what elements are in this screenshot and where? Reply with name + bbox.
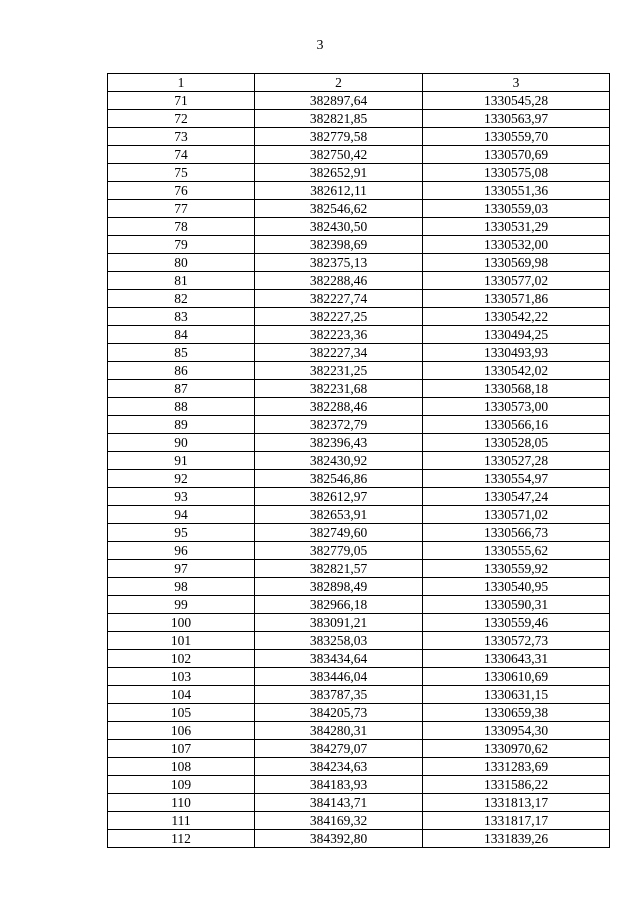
cell-point: 99 xyxy=(108,596,255,614)
table-row xyxy=(108,794,610,812)
cell-point: 96 xyxy=(108,542,255,560)
cell-x: 382898,49 xyxy=(255,578,423,596)
cell-point: 78 xyxy=(108,218,255,236)
column-header-point: 1 xyxy=(108,74,255,92)
cell-point: 84 xyxy=(108,326,255,344)
cell-y: 1331839,26 xyxy=(423,830,610,848)
cell-x: 382372,79 xyxy=(255,416,423,434)
cell-x: 384279,07 xyxy=(255,740,423,758)
cell-point: 108 xyxy=(108,758,255,776)
cell-x: 382779,05 xyxy=(255,542,423,560)
cell-x: 382375,13 xyxy=(255,254,423,272)
page-number: 3 xyxy=(316,38,324,53)
cell-point: 86 xyxy=(108,362,255,380)
cell-x: 382779,58 xyxy=(255,128,423,146)
cell-y: 1330527,28 xyxy=(423,452,610,470)
cell-y: 1330555,62 xyxy=(423,542,610,560)
cell-y: 1330954,30 xyxy=(423,722,610,740)
cell-point: 95 xyxy=(108,524,255,542)
cell-x: 383258,03 xyxy=(255,632,423,650)
cell-x: 382227,74 xyxy=(255,290,423,308)
cell-x: 382396,43 xyxy=(255,434,423,452)
cell-x: 382612,97 xyxy=(255,488,423,506)
table-row xyxy=(108,758,610,776)
cell-x: 382231,25 xyxy=(255,362,423,380)
column-header-x: 2 xyxy=(255,74,423,92)
cell-point: 79 xyxy=(108,236,255,254)
cell-x: 384392,80 xyxy=(255,830,423,848)
cell-point: 71 xyxy=(108,92,255,110)
cell-x: 383434,64 xyxy=(255,650,423,668)
cell-x: 382897,64 xyxy=(255,92,423,110)
cell-point: 98 xyxy=(108,578,255,596)
table-row xyxy=(108,218,610,236)
table-row xyxy=(108,164,610,182)
coordinates-table xyxy=(107,73,610,848)
cell-x: 382966,18 xyxy=(255,596,423,614)
cell-point: 85 xyxy=(108,344,255,362)
cell-point: 75 xyxy=(108,164,255,182)
cell-x: 384205,73 xyxy=(255,704,423,722)
cell-point: 104 xyxy=(108,686,255,704)
cell-point: 89 xyxy=(108,416,255,434)
cell-y: 1330643,31 xyxy=(423,650,610,668)
table-header-row xyxy=(108,74,610,92)
cell-y: 1330528,05 xyxy=(423,434,610,452)
table-row xyxy=(108,722,610,740)
cell-y: 1330566,73 xyxy=(423,524,610,542)
cell-point: 76 xyxy=(108,182,255,200)
cell-point: 80 xyxy=(108,254,255,272)
cell-y: 1330540,95 xyxy=(423,578,610,596)
table-row xyxy=(108,740,610,758)
cell-y: 1330573,00 xyxy=(423,398,610,416)
cell-x: 384169,32 xyxy=(255,812,423,830)
cell-y: 1330559,92 xyxy=(423,560,610,578)
table-row xyxy=(108,128,610,146)
cell-x: 382546,62 xyxy=(255,200,423,218)
cell-y: 1330547,24 xyxy=(423,488,610,506)
table-row xyxy=(108,254,610,272)
table-row xyxy=(108,650,610,668)
cell-y: 1330970,62 xyxy=(423,740,610,758)
table-row xyxy=(108,434,610,452)
cell-point: 111 xyxy=(108,812,255,830)
table-row xyxy=(108,236,610,254)
cell-y: 1330493,93 xyxy=(423,344,610,362)
cell-x: 382430,50 xyxy=(255,218,423,236)
cell-y: 1330566,16 xyxy=(423,416,610,434)
cell-x: 382653,91 xyxy=(255,506,423,524)
cell-point: 103 xyxy=(108,668,255,686)
table-row xyxy=(108,812,610,830)
cell-y: 1330572,73 xyxy=(423,632,610,650)
table-row xyxy=(108,200,610,218)
cell-x: 382288,46 xyxy=(255,272,423,290)
table-row xyxy=(108,614,610,632)
cell-point: 109 xyxy=(108,776,255,794)
cell-y: 1330571,86 xyxy=(423,290,610,308)
table-row xyxy=(108,290,610,308)
cell-x: 382821,57 xyxy=(255,560,423,578)
table-row xyxy=(108,398,610,416)
table-row xyxy=(108,344,610,362)
cell-point: 83 xyxy=(108,308,255,326)
cell-point: 94 xyxy=(108,506,255,524)
cell-x: 384143,71 xyxy=(255,794,423,812)
cell-x: 382231,68 xyxy=(255,380,423,398)
cell-x: 382612,11 xyxy=(255,182,423,200)
cell-x: 382227,25 xyxy=(255,308,423,326)
cell-x: 382288,46 xyxy=(255,398,423,416)
table-row xyxy=(108,380,610,398)
table-row xyxy=(108,470,610,488)
column-header-y: 3 xyxy=(423,74,610,92)
cell-point: 107 xyxy=(108,740,255,758)
cell-point: 106 xyxy=(108,722,255,740)
cell-x: 382546,86 xyxy=(255,470,423,488)
cell-point: 93 xyxy=(108,488,255,506)
table-row xyxy=(108,578,610,596)
cell-x: 382430,92 xyxy=(255,452,423,470)
cell-y: 1330559,46 xyxy=(423,614,610,632)
table-row xyxy=(108,542,610,560)
table-row xyxy=(108,560,610,578)
cell-point: 87 xyxy=(108,380,255,398)
cell-point: 102 xyxy=(108,650,255,668)
cell-y: 1330575,08 xyxy=(423,164,610,182)
cell-point: 82 xyxy=(108,290,255,308)
cell-x: 382227,34 xyxy=(255,344,423,362)
cell-point: 112 xyxy=(108,830,255,848)
cell-point: 81 xyxy=(108,272,255,290)
table-row xyxy=(108,308,610,326)
table-row xyxy=(108,326,610,344)
table-row xyxy=(108,686,610,704)
table-body xyxy=(108,92,610,848)
cell-y: 1330577,02 xyxy=(423,272,610,290)
table-row xyxy=(108,416,610,434)
cell-x: 384183,93 xyxy=(255,776,423,794)
cell-y: 1330590,31 xyxy=(423,596,610,614)
cell-point: 91 xyxy=(108,452,255,470)
cell-point: 77 xyxy=(108,200,255,218)
cell-y: 1330563,97 xyxy=(423,110,610,128)
cell-y: 1330569,98 xyxy=(423,254,610,272)
cell-y: 1330532,00 xyxy=(423,236,610,254)
table-row xyxy=(108,596,610,614)
table-row xyxy=(108,776,610,794)
table-row xyxy=(108,110,610,128)
table-row xyxy=(108,506,610,524)
cell-y: 1330568,18 xyxy=(423,380,610,398)
cell-y: 1330545,28 xyxy=(423,92,610,110)
cell-x: 382750,42 xyxy=(255,146,423,164)
cell-x: 382652,91 xyxy=(255,164,423,182)
table-row xyxy=(108,452,610,470)
table-row xyxy=(108,182,610,200)
cell-y: 1330551,36 xyxy=(423,182,610,200)
cell-point: 74 xyxy=(108,146,255,164)
cell-y: 1330531,29 xyxy=(423,218,610,236)
cell-y: 1331283,69 xyxy=(423,758,610,776)
cell-point: 105 xyxy=(108,704,255,722)
cell-x: 383787,35 xyxy=(255,686,423,704)
table-row xyxy=(108,362,610,380)
cell-x: 382821,85 xyxy=(255,110,423,128)
table-row xyxy=(108,704,610,722)
cell-point: 100 xyxy=(108,614,255,632)
cell-y: 1330659,38 xyxy=(423,704,610,722)
cell-x: 382398,69 xyxy=(255,236,423,254)
cell-y: 1331817,17 xyxy=(423,812,610,830)
cell-point: 90 xyxy=(108,434,255,452)
cell-x: 382749,60 xyxy=(255,524,423,542)
cell-point: 73 xyxy=(108,128,255,146)
cell-point: 88 xyxy=(108,398,255,416)
cell-point: 101 xyxy=(108,632,255,650)
table-row xyxy=(108,632,610,650)
cell-y: 1330542,02 xyxy=(423,362,610,380)
cell-point: 72 xyxy=(108,110,255,128)
cell-y: 1330559,70 xyxy=(423,128,610,146)
cell-y: 1330570,69 xyxy=(423,146,610,164)
table-row xyxy=(108,92,610,110)
cell-point: 97 xyxy=(108,560,255,578)
cell-y: 1331586,22 xyxy=(423,776,610,794)
cell-y: 1330559,03 xyxy=(423,200,610,218)
table-row xyxy=(108,830,610,848)
table-row xyxy=(108,272,610,290)
cell-x: 382223,36 xyxy=(255,326,423,344)
table-row xyxy=(108,488,610,506)
cell-y: 1330610,69 xyxy=(423,668,610,686)
cell-x: 384280,31 xyxy=(255,722,423,740)
table-row xyxy=(108,668,610,686)
table-row xyxy=(108,146,610,164)
cell-y: 1330571,02 xyxy=(423,506,610,524)
cell-point: 92 xyxy=(108,470,255,488)
cell-x: 383091,21 xyxy=(255,614,423,632)
cell-point: 110 xyxy=(108,794,255,812)
cell-x: 383446,04 xyxy=(255,668,423,686)
cell-y: 1330631,15 xyxy=(423,686,610,704)
cell-y: 1330494,25 xyxy=(423,326,610,344)
cell-x: 384234,63 xyxy=(255,758,423,776)
table-row xyxy=(108,524,610,542)
cell-y: 1331813,17 xyxy=(423,794,610,812)
cell-y: 1330542,22 xyxy=(423,308,610,326)
cell-y: 1330554,97 xyxy=(423,470,610,488)
